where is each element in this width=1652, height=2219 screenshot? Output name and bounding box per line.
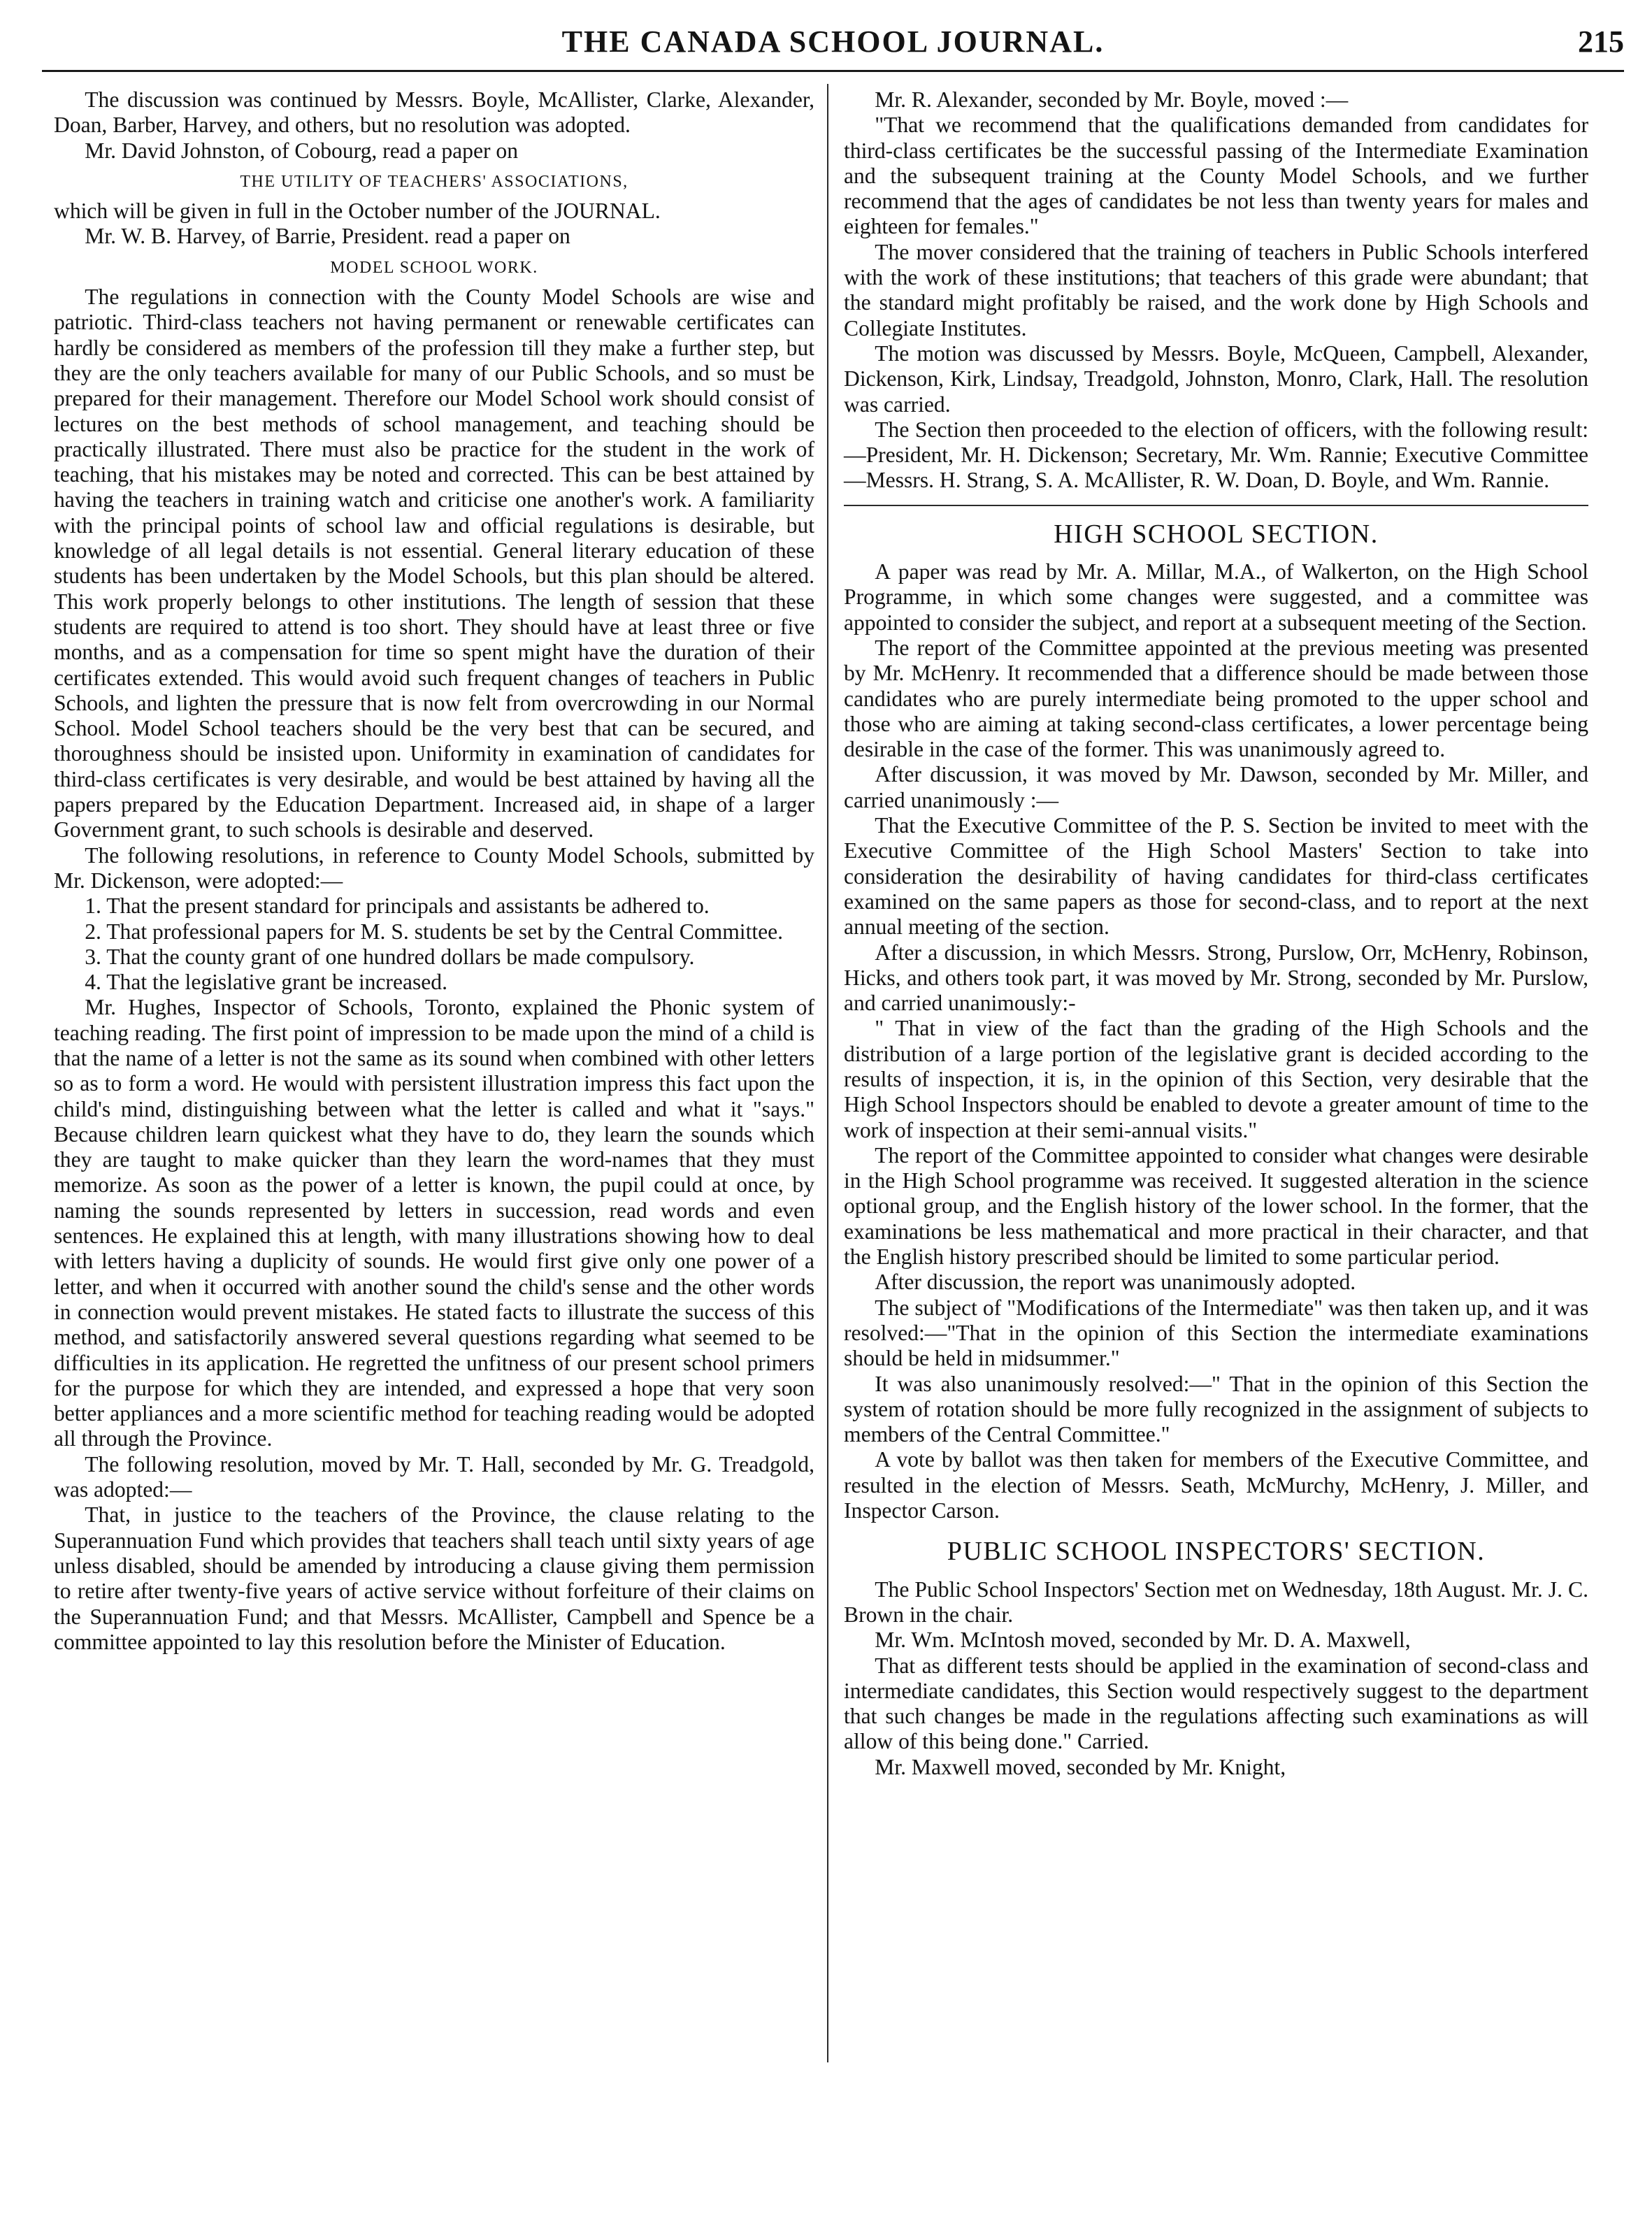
resolution-item: 4. That the legislative grant be increased. [85, 970, 448, 995]
journal-title: THE CANADA SCHOOL JOURNAL. [561, 24, 1105, 59]
paragraph: The following resolutions, in reference to County Model Schools, submitted by Mr. Dickenson, were adopted:— [54, 842, 814, 893]
resolution-item: 1. That the present standard for principals and assistants be adhered to. [85, 893, 710, 919]
paragraph: The Section then proceeded to the election of officers, with the following result:—President, Mr. H. Dickenson; Secretary, Mr. Wm. Rannie; Executive Committee—Messrs. H. Strang, S. A. McAllister, R. W. Doan, D. Boyle, and Wm. Rannie. [844, 417, 1588, 493]
paragraph: Mr. Maxwell moved, seconded by Mr. Knight, [875, 1754, 1286, 1779]
paragraph: The subject of "Modifications of the Intermediate" was then taken up, and it was resolved:—"That in the opinion of this Section the intermediate examinations should be held in midsummer." [844, 1295, 1588, 1371]
paper-title-heading: THE UTILITY OF TEACHERS' ASSOCIATIONS, [240, 172, 629, 191]
section-heading-inspectors: PUBLIC SCHOOL INSPECTORS' SECTION. [947, 1537, 1486, 1567]
paper-title-heading: MODEL SCHOOL WORK. [330, 258, 538, 277]
paragraph: The regulations in connection with the County Model Schools are wise and patriotic. Third-class teachers not having permanent or renewable certificates can hardly be considered as members of the profession till they make a further step, but they are the only teachers available for many of our Public Schools, and so must be prepared for their management. Therefore our Model School work should consist of lectures on the best methods of school management, and teaching should be practically illustrated. There must also be practice for the student in the work of teaching, that his mistakes may be noted and corrected. This can be best attained by having the teachers in training watch and criticise one another's work. A familiarity with the principal points of school law and official regulations is desirable, but knowledge of all legal details is not essential. General literary education of these students has been undertaken by the Model Schools, but this plan should be altered. This work properly belongs to other institutions. The length of session that these students are required to attend is too short. They should have at least three or five months, and as a compensation for time so spent might have the duration of their certificates extended. This would avoid such frequent changes of teachers in Public Schools, and lighten the pressure that is now felt from overcrowding in our Normal School. Model School teachers should be the very best that can be secured, and thoroughness should be insisted upon. Uniformity in examination of candidates for third-class certificates is very desirable, and would be best attained by having all the papers prepared by the Education Department. Increased aid, in shape of a larger Government grant, to such schools is desirable and deserved. [54, 285, 814, 842]
paragraph: "That we recommend that the qualifications demanded from candidates for third-class certificates be the successful passing of the Intermediate Examination and the subsequent training at the County Model Schools, and we further recommend that the ages of candidates be not less than twenty years for males and eighteen for females." [844, 113, 1588, 239]
paragraph: which will be given in full in the October number of the JOURNAL. [54, 199, 661, 224]
paragraph: After a discussion, in which Messrs. Strong, Purslow, Orr, McHenry, Robinson, Hicks, and others took part, it was moved by Mr. Strong, seconded by Mr. Purslow, and carried unanimously:- [844, 940, 1588, 1016]
right-column [844, 87, 1588, 1780]
paragraph: " That in view of the fact than the grading of the High Schools and the distribution of a large portion of the legislative grant is decided according to the results of inspection, it is, in the opinion of this Section, very desirable that the High School Inspectors should be enabled to devote a greater amount of time to the work of inspection at their semi-annual visits." [844, 1016, 1588, 1142]
paragraph: Mr. Wm. McIntosh moved, seconded by Mr. D. A. Maxwell, [875, 1628, 1411, 1653]
paragraph: Mr. R. Alexander, seconded by Mr. Boyle, moved :— [875, 87, 1349, 112]
paragraph: The following resolution, moved by Mr. T. Hall, seconded by Mr. G. Treadgold, was adopted:— [54, 1451, 814, 1502]
paragraph: The report of the Committee appointed to consider what changes were desirable in the High School programme was received. It suggested alteration in the science optional group, and the English history of the lower school. In the former, that the examinations be less mathematical and more practical in their character, and that the English history prescribed should be limited to some particular period. [844, 1142, 1588, 1270]
section-heading-high-school: HIGH SCHOOL SECTION. [1054, 519, 1379, 549]
section-divider [844, 505, 1588, 506]
paragraph: That the Executive Committee of the P. S. Section be invited to meet with the Executive Committee of the High School Masters' Section to take into consideration the desirability of having candidates for third-class certificates examined on the same papers as those for second-class, and to report at the next annual meeting of the section. [844, 813, 1588, 940]
running-head [42, 21, 1624, 72]
resolution-item: 2. That professional papers for M. S. students be set by the Central Committee. [85, 919, 784, 944]
resolution-item: 3. That the county grant of one hundred dollars be made compulsory. [85, 944, 695, 969]
page-number: 215 [1578, 24, 1624, 59]
paragraph: That, in justice to the teachers of the Province, the clause relating to the Superannuation Fund which provides that teachers shall teach until sixty years of age unless disabled, should be amended by introducing a clause giving them permission to retire after twenty-five years of active service without forfeiture of their claims on the Superannuation Fund; and that Messrs. McAllister, Campbell and Spence be a committee appointed to lay this resolution before the Minister of Education. [54, 1502, 814, 1654]
paragraph: The motion was discussed by Messrs. Boyle, McQueen, Campbell, Alexander, Dickenson, Kirk, Lindsay, Treadgold, Johnston, Monro, Clark, Hall. The resolution was carried. [844, 340, 1588, 417]
paragraph: After discussion, the report was unanimously adopted. [875, 1270, 1356, 1295]
paragraph: A paper was read by Mr. A. Millar, M.A., of Walkerton, on the High School Programme, in which some changes were suggested, and a committee was appointed to consider the subject, and report at a subsequent meeting of the Section. [844, 559, 1588, 635]
paragraph: The Public School Inspectors' Section met on Wednesday, 18th August. Mr. J. C. Brown in the chair. [844, 1577, 1588, 1627]
paragraph: The mover considered that the training of teachers in Public Schools interfered with the work of these institutions; that teachers of this grade were abundant; that the standard might profitably be raised, and the work done by High Schools and Collegiate Institutes. [844, 239, 1588, 340]
column-divider [827, 84, 828, 2062]
paragraph: Mr. Hughes, Inspector of Schools, Toronto, explained the Phonic system of teaching reading. The first point of impression to be made upon the mind of a child is that the name of a letter is not the same as its sound when combined with other letters so as to form a word. He would with persistent illustration impress this fact upon the child's mind, distinguishing between what the letter is called and what it "says." Because children learn quickest what they have to do, they learn the sounds which they are taught to make quicker than they learn the word-names that they must memorize. As soon as the power of a letter is known, the pupil could at once, by naming the sounds represented by letters in succession, read words and even sentences. He explained this at length, with many illustrations showing how to deal with letters having a duplicity of sounds. He would first give only one power of a letter, and when it occurred with another sound the child's sense and the other words in connection would prevent mistakes. He stated facts to illustrate the success of this method, and satisfactorily answered several questions regarding what seemed to be difficulties in its application. He regretted the unfitness of our present school primers for the purpose for which they are intended, and expressed a hope that very soon better appliances and a more scientific method for teaching reading would be adopted all through the Province. [54, 995, 814, 1451]
paragraph: It was also unanimously resolved:—" That in the opinion of this Section the system of rotation should be more fully recognized in the assignment of subjects to members of the Central Committee." [844, 1371, 1588, 1447]
paragraph: That as different tests should be applied in the examination of second-class and intermediate candidates, this Section would respectively suggest to the department that such changes be made in the regulations affecting such examinations as will allow of this being done." Carried. [844, 1653, 1588, 1754]
paragraph: After discussion, it was moved by Mr. Dawson, seconded by Mr. Miller, and carried unanimously :— [844, 762, 1588, 812]
paragraph: A vote by ballot was then taken for members of the Executive Committee, and resulted in the election of Messrs. Seath, McMurchy, McHenry, J. Miller, and Inspector Carson. [844, 1447, 1588, 1523]
paragraph: Mr. W. B. Harvey, of Barrie, President. read a paper on [85, 224, 570, 249]
paragraph: The discussion was continued by Messrs. Boyle, McAllister, Clarke, Alexander, Doan, Barber, Harvey, and others, but no resolution was adopted. [54, 87, 814, 138]
paragraph: The report of the Committee appointed at the previous meeting was presented by Mr. McHenry. It recommended that a difference should be made between those candidates who are purely intermediate being promoted to the upper school and those who are aiming at taking second-class certificates, a lower percentage being desirable in the case of the former. This was unanimously agreed to. [844, 635, 1588, 762]
left-column [54, 87, 814, 1655]
paragraph: Mr. David Johnston, of Cobourg, read a paper on [85, 138, 519, 163]
